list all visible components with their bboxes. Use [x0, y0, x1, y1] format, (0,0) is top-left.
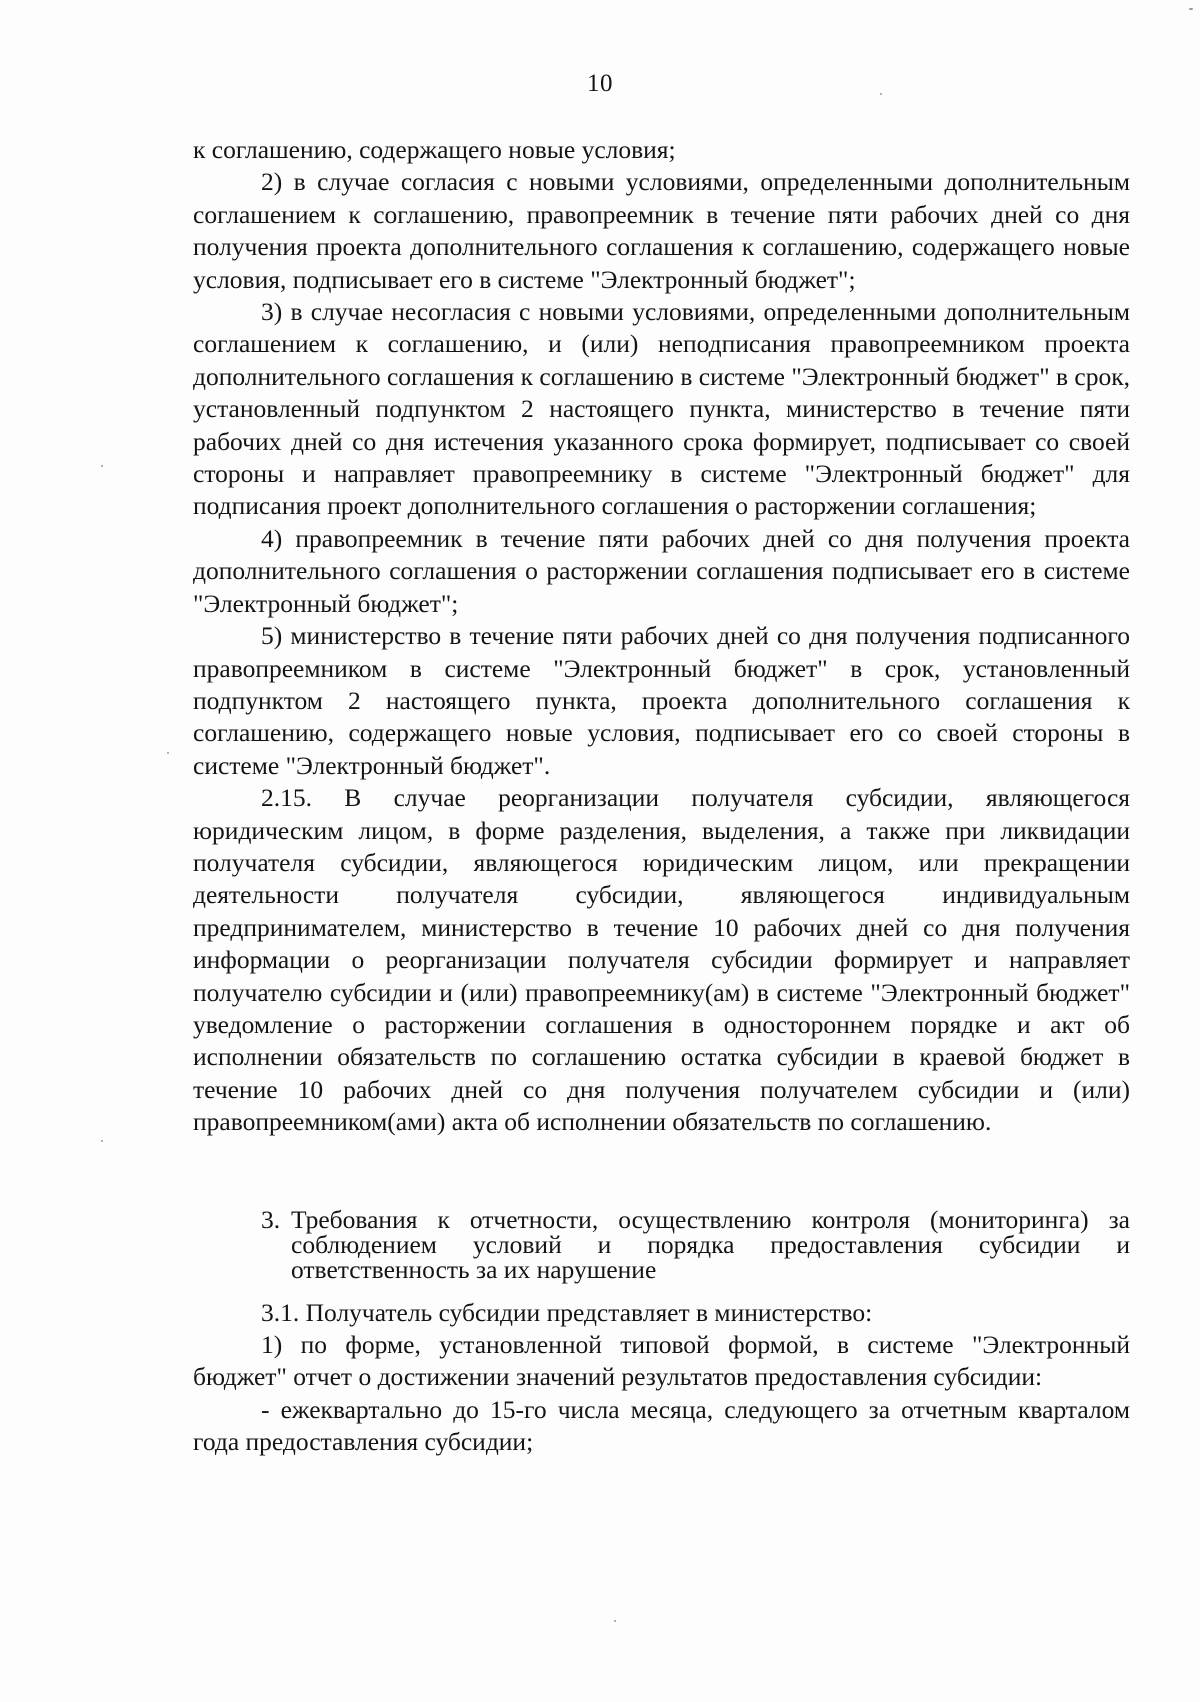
section-heading: [193, 1204, 1130, 1284]
scan-speck: [167, 752, 169, 754]
section-number: 3.: [261, 1204, 281, 1234]
paragraph-item-2: 2) в случае согласия с новыми условиями, определенными дополнительным соглашением к соглашению, правопреемник в течение пяти рабочих дней со дня получения проекта дополнительного соглашения к соглашению, содержащего новые условия, подписывает его в системе "Электронный бюджет";: [193, 167, 1130, 294]
scan-speck: [880, 93, 882, 95]
paragraph-3-1: 3.1. Получатель субсидии представляет в министерство:: [261, 1297, 873, 1327]
paragraph-3-1-dash-item: - ежеквартально до 15-го числа месяца, следующего за отчетным кварталом года предоставления субсидии;: [193, 1394, 1130, 1457]
scan-speck: [614, 1620, 616, 1622]
scan-speck: [1189, 8, 1193, 10]
paragraph-item-4: 4) правопреемник в течение пяти рабочих дней со дня получения проекта дополнительного соглашения о расторжении соглашения подписывает его в системе "Электронный бюджет";: [193, 523, 1130, 618]
scan-speck: [101, 1140, 103, 1142]
section-title: Требования к отчетности, осуществлению контроля (мониторинга) за соблюдением условий и порядка предоставления субсидии и ответственность за их нарушение: [291, 1204, 1130, 1284]
paragraph-3-1-item-1: 1) по форме, установленной типовой формой, в системе "Электронный бюджет" отчет о достижении значений результатов предоставления субсидии:: [193, 1330, 1130, 1392]
paragraph-item-3: 3) в случае несогласия с новыми условиями, определенными дополнительным соглашением к соглашению, и (или) неподписания правопреемником проекта дополнительного соглашения к соглашению в системе "Электронный бюджет" в срок, установленный подпунктом 2 настоящего пункта, министерство в течение пяти рабочих дней со дня истечения указанного срока формирует, подписывает со своей стороны и направляет правопреемнику в системе "Электронный бюджет" для подписания проект дополнительного соглашения о расторжении соглашения;: [193, 297, 1130, 521]
scan-speck: [101, 465, 103, 467]
paragraph-2-15: 2.15. В случае реорганизации получателя субсидии, являющегося юридическим лицом, в форме разделения, выделения, а также при ликвидации получателя субсидии, являющегося юридическим лицом, или прекращении деятельности получателя субсидии, являющегося индивидуальным предпринимателем, министерство в течение 10 рабочих дней со дня получения информации о реорганизации получателя субсидии формирует и направляет получателю субсидии и (или) правопреемнику(ам) в системе "Электронный бюджет" уведомление о расторжении соглашения в одностороннем порядке и акт об исполнении обязательств по соглашению остатка субсидии в краевой бюджет в течение 10 рабочих дней со дня получения получателем субсидии и (или) правопреемником(ами) акта об исполнении обязательств по соглашению.: [193, 783, 1130, 1137]
document-body: [193, 134, 1130, 1459]
paragraph-item-5: 5) министерство в течение пяти рабочих дней со дня получения подписанного правопреемником в системе "Электронный бюджет" в срок, установленный подпунктом 2 настоящего пункта, проекта дополнительного соглашения к соглашению, содержащего новые условия, подписывает его со своей стороны в системе "Электронный бюджет".: [193, 621, 1130, 780]
page-number: 10: [587, 70, 613, 97]
paragraph-continuation: к соглашению, содержащего новые условия;: [193, 135, 676, 164]
